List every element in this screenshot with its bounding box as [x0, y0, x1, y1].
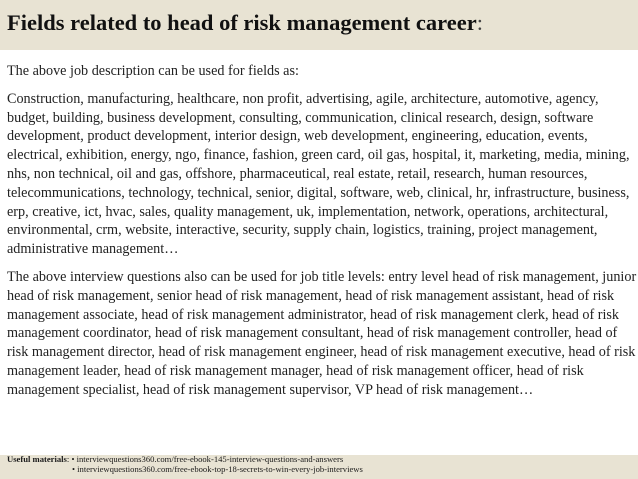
footer-link-ebook-top-18[interactable]: interviewquestions360.com/free-ebook-top-18-secrets-to-win-every-job-interviews	[77, 464, 363, 475]
page-title	[7, 10, 638, 36]
footer-separator: : •	[66, 454, 77, 464]
slide-body	[7, 62, 637, 400]
title-bar	[0, 0, 638, 50]
title-main: Fields related to head of risk management career	[7, 10, 477, 35]
intro-paragraph: The above job description can be used for fields as:	[7, 63, 299, 79]
fields-paragraph: Construction, manufacturing, healthcare, non profit, advertising, agile, architecture, automotive, agency, budget, building, business development, consulting, communication, clinical research, design, software development, product development, interior design, web development, engineering, education, events, electrical, exhibition, energy, ngo, finance, fashion, green card, oil gas, hospital, it, marketing, media, mining, nhs, non technical, oil and gas, offshore, pharmaceutical, real estate, retail, research, human resources, telecommunications, technology, technical, senior, digital, software, web, clinical, hr, infrastructure, business, erp, creative, ict, hvac, sales, quality management, uk, implementation, network, operations, architectural, environmental, crm, website, interactive, security, supply chain, logistics, training, project management, administrative management…	[7, 90, 630, 258]
footer-line-2	[7, 464, 363, 474]
footer-bullet: •	[72, 464, 78, 475]
footer-link-ebook-145[interactable]: interviewquestions360.com/free-ebook-145-interview-questions-and-answers	[76, 454, 344, 464]
levels-paragraph: The above interview questions also can be used for job title levels: entry level head of risk management, junior head of risk management, senior head of risk management, head of risk management assistant, head of risk management associate, head of risk management administrator, head of risk management clerk, head of risk management coordinator, head of risk management consultant, head of risk management controller, head of risk management director, head of risk management engineer, head of risk management executive, head of risk management leader, head of risk management manager, head of risk management officer, head of risk management specialist, head of risk management supervisor, VP head of risk management…	[7, 268, 637, 398]
footer-line-1	[7, 454, 363, 464]
footer	[7, 454, 363, 474]
title-colon: :	[476, 10, 483, 35]
footer-label: Useful materials	[7, 454, 67, 464]
